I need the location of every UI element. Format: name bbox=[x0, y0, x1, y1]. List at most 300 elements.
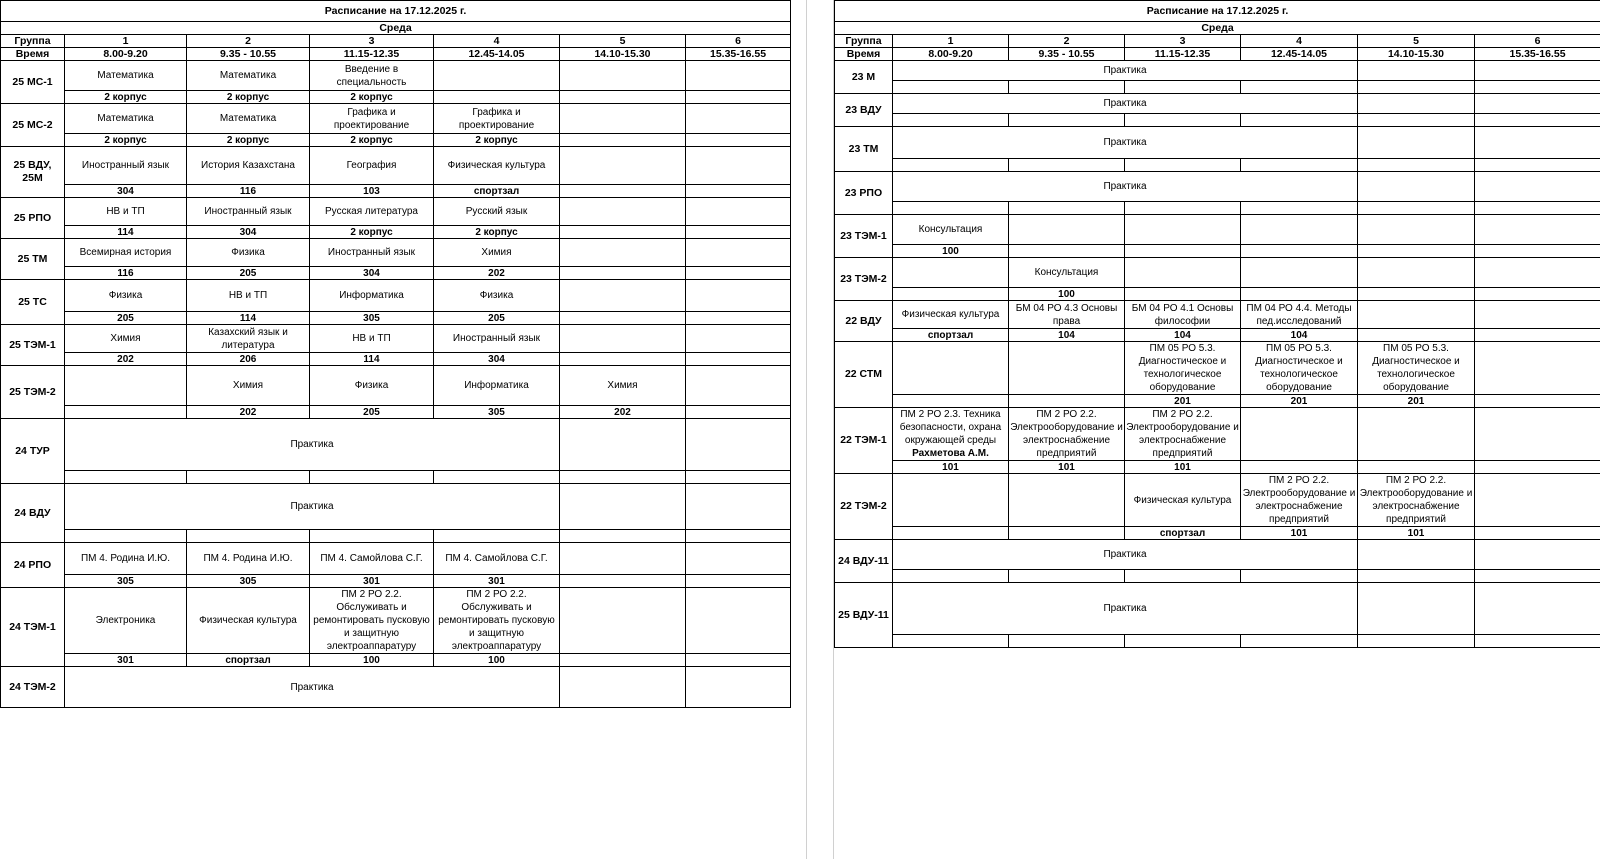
pair-time: 8.00-9.20 bbox=[893, 48, 1009, 61]
pair-number: 1 bbox=[893, 35, 1009, 48]
group-name: 24 ВДУ-11 bbox=[835, 540, 893, 583]
room-cell: 103 bbox=[310, 185, 434, 198]
group-subject-row bbox=[835, 408, 1600, 461]
room-cell bbox=[560, 267, 686, 280]
room-cell bbox=[1009, 395, 1125, 408]
room-cell: 100 bbox=[434, 654, 560, 667]
subject-cell bbox=[686, 325, 791, 353]
group-subject-row bbox=[1, 280, 791, 312]
empty-cell bbox=[686, 419, 791, 471]
room-cell bbox=[893, 202, 1009, 215]
pair-time: 12.45-14.05 bbox=[1241, 48, 1358, 61]
subject-text: ПМ 05 РО 5.3. Диагностическое и технологическое оборудование bbox=[1255, 343, 1343, 393]
practice-cell: Практика bbox=[893, 583, 1358, 635]
subject-text: Графика и проектирование bbox=[333, 106, 410, 131]
group-subject-row bbox=[835, 172, 1600, 202]
room-cell bbox=[1125, 81, 1241, 94]
pair-number-row bbox=[835, 35, 1600, 48]
practice-cell: Практика bbox=[893, 61, 1358, 81]
subject-cell bbox=[65, 366, 187, 406]
group-subject-row bbox=[1, 104, 791, 134]
group-room-row bbox=[835, 81, 1600, 94]
room-cell bbox=[1241, 202, 1358, 215]
group-name: 23 ТЭМ-2 bbox=[835, 258, 893, 301]
room-cell: 114 bbox=[187, 312, 310, 325]
subject-cell bbox=[560, 239, 686, 267]
room-cell bbox=[893, 395, 1009, 408]
empty-cell bbox=[1475, 127, 1600, 159]
group-subject-row bbox=[835, 540, 1600, 570]
pair-time: 14.10-15.30 bbox=[560, 48, 686, 61]
room-cell bbox=[1009, 202, 1125, 215]
room-cell bbox=[1125, 288, 1241, 301]
subject-cell bbox=[1358, 215, 1475, 245]
room-cell bbox=[434, 91, 560, 104]
room-cell bbox=[1475, 159, 1600, 172]
subject-cell bbox=[434, 61, 560, 91]
room-cell bbox=[187, 530, 310, 543]
room-cell bbox=[1241, 245, 1358, 258]
room-cell: 202 bbox=[434, 267, 560, 280]
room-cell: 205 bbox=[65, 312, 187, 325]
group-name: 24 РПО bbox=[1, 543, 65, 588]
empty-cell bbox=[1475, 583, 1600, 635]
subject-cell bbox=[1241, 301, 1358, 329]
empty-cell bbox=[560, 484, 686, 530]
group-name: 25 РПО bbox=[1, 198, 65, 239]
room-cell bbox=[1475, 635, 1600, 648]
room-cell bbox=[1358, 114, 1475, 127]
room-cell bbox=[1358, 81, 1475, 94]
room-cell bbox=[686, 575, 791, 588]
right-schedule-panel bbox=[834, 0, 1600, 859]
subject-text: Физическая культура bbox=[447, 160, 546, 171]
subject-text: История Казахстана bbox=[201, 160, 295, 171]
spreadsheet-gap-column bbox=[806, 0, 834, 859]
room-cell: 205 bbox=[187, 267, 310, 280]
empty-cell bbox=[1358, 172, 1475, 202]
group-subject-row bbox=[835, 127, 1600, 159]
title-row bbox=[1, 1, 791, 22]
subject-text: Физика bbox=[231, 247, 265, 258]
subject-text: Казахский язык и литература bbox=[208, 326, 288, 351]
subject-text: НВ и ТП bbox=[228, 290, 268, 301]
subject-text: Информатика bbox=[464, 380, 529, 391]
group-room-row bbox=[835, 114, 1600, 127]
pair-number: 3 bbox=[1125, 35, 1241, 48]
pair-time: 9.35 - 10.55 bbox=[187, 48, 310, 61]
subject-cell bbox=[560, 325, 686, 353]
practice-cell: Практика bbox=[65, 484, 560, 530]
room-cell: 100 bbox=[310, 654, 434, 667]
room-cell bbox=[560, 312, 686, 325]
room-cell: 101 bbox=[1241, 527, 1358, 540]
room-cell bbox=[560, 134, 686, 147]
subject-text: Химия bbox=[481, 247, 512, 258]
room-cell bbox=[1358, 202, 1475, 215]
subject-text: ПМ 2 РО 2.2. Электрооборудование и электроснабжение предприятий bbox=[1126, 409, 1239, 459]
room-cell bbox=[686, 312, 791, 325]
schedule-title: Расписание на 17.12.2025 г. bbox=[1, 1, 791, 22]
subject-cell bbox=[434, 543, 560, 575]
group-name: 22 ТЭМ-1 bbox=[835, 408, 893, 474]
room-cell bbox=[1009, 527, 1125, 540]
subject-cell bbox=[310, 61, 434, 91]
subject-cell bbox=[1475, 342, 1600, 395]
empty-cell bbox=[1475, 172, 1600, 202]
subject-cell bbox=[434, 104, 560, 134]
pair-time: 9.35 - 10.55 bbox=[1009, 48, 1125, 61]
pair-number: 3 bbox=[310, 35, 434, 48]
subject-text: ПМ 2 РО 2.3. Техника безопасности, охрана окружающей среды bbox=[899, 409, 1002, 446]
group-room-row bbox=[835, 461, 1600, 474]
group-subject-row bbox=[1, 543, 791, 575]
pair-number: 4 bbox=[1241, 35, 1358, 48]
subject-cell bbox=[893, 408, 1009, 461]
subject-text: Информатика bbox=[339, 290, 404, 301]
pair-time: 15.35-16.55 bbox=[686, 48, 791, 61]
subject-cell bbox=[1475, 301, 1600, 329]
room-cell bbox=[1125, 114, 1241, 127]
subject-cell bbox=[560, 280, 686, 312]
group-room-row bbox=[1, 185, 791, 198]
subject-text: ПМ 4. Родина И.Ю. bbox=[80, 553, 171, 564]
room-cell bbox=[893, 527, 1009, 540]
room-cell: 304 bbox=[434, 353, 560, 366]
subject-text: Химия bbox=[110, 333, 141, 344]
subject-cell bbox=[187, 61, 310, 91]
empty-cell bbox=[1475, 94, 1600, 114]
subject-cell bbox=[560, 61, 686, 91]
empty-cell bbox=[1358, 94, 1475, 114]
group-name: 23 РПО bbox=[835, 172, 893, 215]
subject-text: ПМ 4. Самойлова С.Г. bbox=[445, 553, 548, 564]
room-cell: 101 bbox=[1009, 461, 1125, 474]
subject-text: ПМ 4. Родина И.Ю. bbox=[203, 553, 293, 564]
subject-cell bbox=[434, 366, 560, 406]
group-room-row bbox=[835, 635, 1600, 648]
pair-number-row bbox=[1, 35, 791, 48]
subject-cell bbox=[65, 147, 187, 185]
room-cell bbox=[187, 471, 310, 484]
group-name: 23 ВДУ bbox=[835, 94, 893, 127]
subject-cell bbox=[1009, 474, 1125, 527]
subject-text: ПМ 2 РО 2.2. Электрооборудование и электроснабжение предприятий bbox=[1242, 475, 1356, 525]
room-cell bbox=[1009, 159, 1125, 172]
pair-number: 4 bbox=[434, 35, 560, 48]
subject-cell bbox=[1125, 258, 1241, 288]
group-name: 24 ТЭМ-1 bbox=[1, 588, 65, 667]
group-subject-row bbox=[1, 484, 791, 530]
subject-text: Графика и проектирование bbox=[458, 106, 535, 131]
subject-text: Иностранный язык bbox=[327, 247, 416, 258]
room-cell bbox=[1475, 570, 1600, 583]
subject-cell bbox=[1125, 301, 1241, 329]
subject-cell bbox=[686, 239, 791, 267]
room-cell: 100 bbox=[893, 245, 1009, 258]
subject-cell bbox=[686, 366, 791, 406]
room-cell: 116 bbox=[187, 185, 310, 198]
room-cell bbox=[1475, 527, 1600, 540]
room-cell bbox=[893, 288, 1009, 301]
room-cell: 104 bbox=[1241, 329, 1358, 342]
room-cell bbox=[1358, 245, 1475, 258]
room-cell bbox=[1125, 570, 1241, 583]
room-cell bbox=[893, 159, 1009, 172]
room-cell bbox=[686, 530, 791, 543]
subject-text: Иностранный язык bbox=[204, 206, 292, 217]
subject-cell bbox=[310, 239, 434, 267]
practice-cell: Практика bbox=[893, 172, 1358, 202]
room-cell bbox=[1358, 288, 1475, 301]
subject-cell bbox=[686, 104, 791, 134]
subject-cell bbox=[187, 239, 310, 267]
subject-cell bbox=[65, 239, 187, 267]
room-cell bbox=[893, 635, 1009, 648]
subject-cell bbox=[1358, 408, 1475, 461]
group-room-row bbox=[835, 202, 1600, 215]
room-cell bbox=[560, 471, 686, 484]
subject-text: География bbox=[346, 160, 397, 171]
subject-text: НВ и ТП bbox=[106, 206, 145, 217]
group-name: 22 ТЭМ-2 bbox=[835, 474, 893, 540]
room-cell: 2 корпус bbox=[187, 91, 310, 104]
pair-number: 1 bbox=[65, 35, 187, 48]
subject-cell bbox=[187, 588, 310, 654]
room-cell: 201 bbox=[1241, 395, 1358, 408]
subject-cell bbox=[187, 543, 310, 575]
subject-cell bbox=[686, 147, 791, 185]
room-cell: 201 bbox=[1358, 395, 1475, 408]
day-row bbox=[835, 22, 1600, 35]
room-cell bbox=[686, 185, 791, 198]
pair-number: 6 bbox=[1475, 35, 1600, 48]
room-cell bbox=[893, 114, 1009, 127]
time-row bbox=[1, 48, 791, 61]
subject-cell bbox=[1241, 258, 1358, 288]
subject-cell bbox=[1358, 301, 1475, 329]
group-room-row bbox=[1, 471, 791, 484]
subject-cell bbox=[1241, 474, 1358, 527]
group-subject-row bbox=[835, 583, 1600, 635]
group-room-row bbox=[835, 245, 1600, 258]
subject-cell bbox=[187, 147, 310, 185]
day-label: Среда bbox=[1, 22, 791, 35]
subject-cell bbox=[187, 366, 310, 406]
group-name: 24 ТУР bbox=[1, 419, 65, 484]
subject-cell bbox=[65, 198, 187, 226]
subject-cell bbox=[310, 147, 434, 185]
room-cell: 206 bbox=[187, 353, 310, 366]
pair-time: 15.35-16.55 bbox=[1475, 48, 1600, 61]
empty-cell bbox=[1358, 61, 1475, 81]
room-cell bbox=[1475, 288, 1600, 301]
subject-cell bbox=[187, 325, 310, 353]
subject-cell bbox=[686, 543, 791, 575]
group-room-row bbox=[835, 159, 1600, 172]
room-cell bbox=[893, 81, 1009, 94]
group-subject-row bbox=[1, 366, 791, 406]
room-cell: 304 bbox=[187, 226, 310, 239]
room-cell bbox=[686, 134, 791, 147]
practice-cell: Практика bbox=[893, 540, 1358, 570]
group-name: 22 ВДУ bbox=[835, 301, 893, 342]
room-cell: 202 bbox=[187, 406, 310, 419]
group-name: 25 ТМ bbox=[1, 239, 65, 280]
subject-text: ПМ 2 РО 2.2. Электрооборудование и электроснабжение предприятий bbox=[1359, 475, 1473, 525]
group-name: 25 МС-1 bbox=[1, 61, 65, 104]
subject-cell bbox=[1009, 408, 1125, 461]
group-name: 25 ТС bbox=[1, 280, 65, 325]
empty-cell bbox=[686, 484, 791, 530]
pair-number: 2 bbox=[1009, 35, 1125, 48]
room-cell bbox=[1009, 81, 1125, 94]
group-room-row bbox=[1, 226, 791, 239]
room-cell bbox=[686, 91, 791, 104]
subject-text: Химия bbox=[232, 380, 264, 391]
group-name: 23 ТЭМ-1 bbox=[835, 215, 893, 258]
room-cell: 114 bbox=[65, 226, 187, 239]
group-subject-row bbox=[1, 198, 791, 226]
room-cell bbox=[1009, 635, 1125, 648]
subject-cell bbox=[1125, 474, 1241, 527]
subject-cell bbox=[560, 543, 686, 575]
group-subject-row bbox=[1, 325, 791, 353]
day-label: Среда bbox=[835, 22, 1600, 35]
empty-cell bbox=[560, 667, 686, 708]
subject-text: ПМ 05 РО 5.3. Диагностическое и технологическое оборудование bbox=[1372, 343, 1460, 393]
group-subject-row bbox=[1, 147, 791, 185]
room-cell: 114 bbox=[310, 353, 434, 366]
room-cell: 305 bbox=[310, 312, 434, 325]
empty-cell bbox=[560, 419, 686, 471]
group-subject-row bbox=[835, 342, 1600, 395]
group-header: Группа bbox=[835, 35, 893, 48]
pair-number: 5 bbox=[560, 35, 686, 48]
subject-text: Введение в специальность bbox=[336, 63, 407, 88]
subject-cell bbox=[310, 325, 434, 353]
pair-number: 5 bbox=[1358, 35, 1475, 48]
subject-cell bbox=[1475, 258, 1600, 288]
group-name: 23 М bbox=[835, 61, 893, 94]
group-name: 25 МС-2 bbox=[1, 104, 65, 147]
room-cell: 101 bbox=[1358, 527, 1475, 540]
room-cell bbox=[1475, 395, 1600, 408]
room-cell bbox=[1358, 461, 1475, 474]
subject-text: ПМ 2 РО 2.2. Обслуживать и ремонтировать пусковую и защитную электроаппаратуру bbox=[313, 589, 430, 652]
room-cell bbox=[1358, 159, 1475, 172]
room-cell bbox=[1009, 570, 1125, 583]
group-subject-row bbox=[1, 239, 791, 267]
practice-cell: Практика bbox=[893, 94, 1358, 114]
room-cell bbox=[1125, 245, 1241, 258]
subject-cell bbox=[310, 588, 434, 654]
group-room-row bbox=[1, 654, 791, 667]
room-cell bbox=[893, 570, 1009, 583]
subject-text: Математика bbox=[219, 70, 277, 81]
group-room-row bbox=[1, 575, 791, 588]
subject-cell bbox=[434, 280, 560, 312]
subject-cell bbox=[187, 280, 310, 312]
room-cell: 100 bbox=[1009, 288, 1125, 301]
day-row bbox=[1, 22, 791, 35]
room-cell bbox=[1358, 570, 1475, 583]
group-room-row bbox=[835, 329, 1600, 342]
subject-text: Физическая культура bbox=[1133, 494, 1232, 506]
group-subject-row bbox=[1, 419, 791, 471]
room-cell bbox=[1475, 461, 1600, 474]
practice-cell: Практика bbox=[65, 419, 560, 471]
room-cell bbox=[1475, 202, 1600, 215]
subject-cell bbox=[1009, 215, 1125, 245]
room-cell bbox=[65, 471, 187, 484]
room-cell bbox=[686, 267, 791, 280]
room-cell: 305 bbox=[65, 575, 187, 588]
group-header: Группа bbox=[1, 35, 65, 48]
room-cell bbox=[1475, 81, 1600, 94]
room-cell bbox=[1009, 245, 1125, 258]
subject-text: Математика bbox=[97, 70, 154, 81]
group-room-row bbox=[835, 395, 1600, 408]
subject-text: Русская литература bbox=[325, 206, 418, 217]
pair-time: 11.15-12.35 bbox=[1125, 48, 1241, 61]
group-subject-row bbox=[835, 258, 1600, 288]
room-cell: 2 корпус bbox=[187, 134, 310, 147]
room-cell bbox=[1358, 329, 1475, 342]
subject-text: ПМ 05 РО 5.3. Диагностическое и технологическое оборудование bbox=[1138, 343, 1227, 393]
room-cell: 304 bbox=[65, 185, 187, 198]
subject-cell bbox=[1241, 408, 1358, 461]
group-subject-row bbox=[1, 588, 791, 654]
subject-cell bbox=[1241, 215, 1358, 245]
group-name: 24 ВДУ bbox=[1, 484, 65, 543]
subject-cell bbox=[1125, 215, 1241, 245]
room-cell: 305 bbox=[434, 406, 560, 419]
subject-text: Физика bbox=[354, 380, 389, 391]
group-room-row bbox=[835, 288, 1600, 301]
time-header: Время bbox=[1, 48, 65, 61]
room-cell: 205 bbox=[310, 406, 434, 419]
subject-text: Химия bbox=[607, 380, 638, 391]
room-cell bbox=[1241, 114, 1358, 127]
room-cell bbox=[560, 575, 686, 588]
room-cell: 2 корпус bbox=[310, 91, 434, 104]
room-cell bbox=[1241, 288, 1358, 301]
subject-cell bbox=[65, 543, 187, 575]
room-cell: 104 bbox=[1125, 329, 1241, 342]
subject-cell bbox=[686, 198, 791, 226]
subject-cell bbox=[310, 104, 434, 134]
room-cell bbox=[1125, 159, 1241, 172]
room-cell: спортзал bbox=[1125, 527, 1241, 540]
room-cell: 304 bbox=[310, 267, 434, 280]
room-cell bbox=[686, 226, 791, 239]
room-cell: 104 bbox=[1009, 329, 1125, 342]
subject-text: БМ 04 РО 4.3 Основы права bbox=[1015, 302, 1118, 327]
subject-cell bbox=[310, 366, 434, 406]
group-subject-row bbox=[835, 61, 1600, 81]
subject-cell bbox=[434, 198, 560, 226]
subject-cell bbox=[65, 61, 187, 91]
group-subject-row bbox=[835, 94, 1600, 114]
group-name: 24 ТЭМ-2 bbox=[1, 667, 65, 708]
subject-cell bbox=[1358, 342, 1475, 395]
subject-cell bbox=[310, 280, 434, 312]
room-cell: 305 bbox=[187, 575, 310, 588]
room-cell bbox=[686, 406, 791, 419]
subject-text: Всемирная история bbox=[79, 247, 172, 258]
subject-text: Физика bbox=[479, 290, 514, 301]
